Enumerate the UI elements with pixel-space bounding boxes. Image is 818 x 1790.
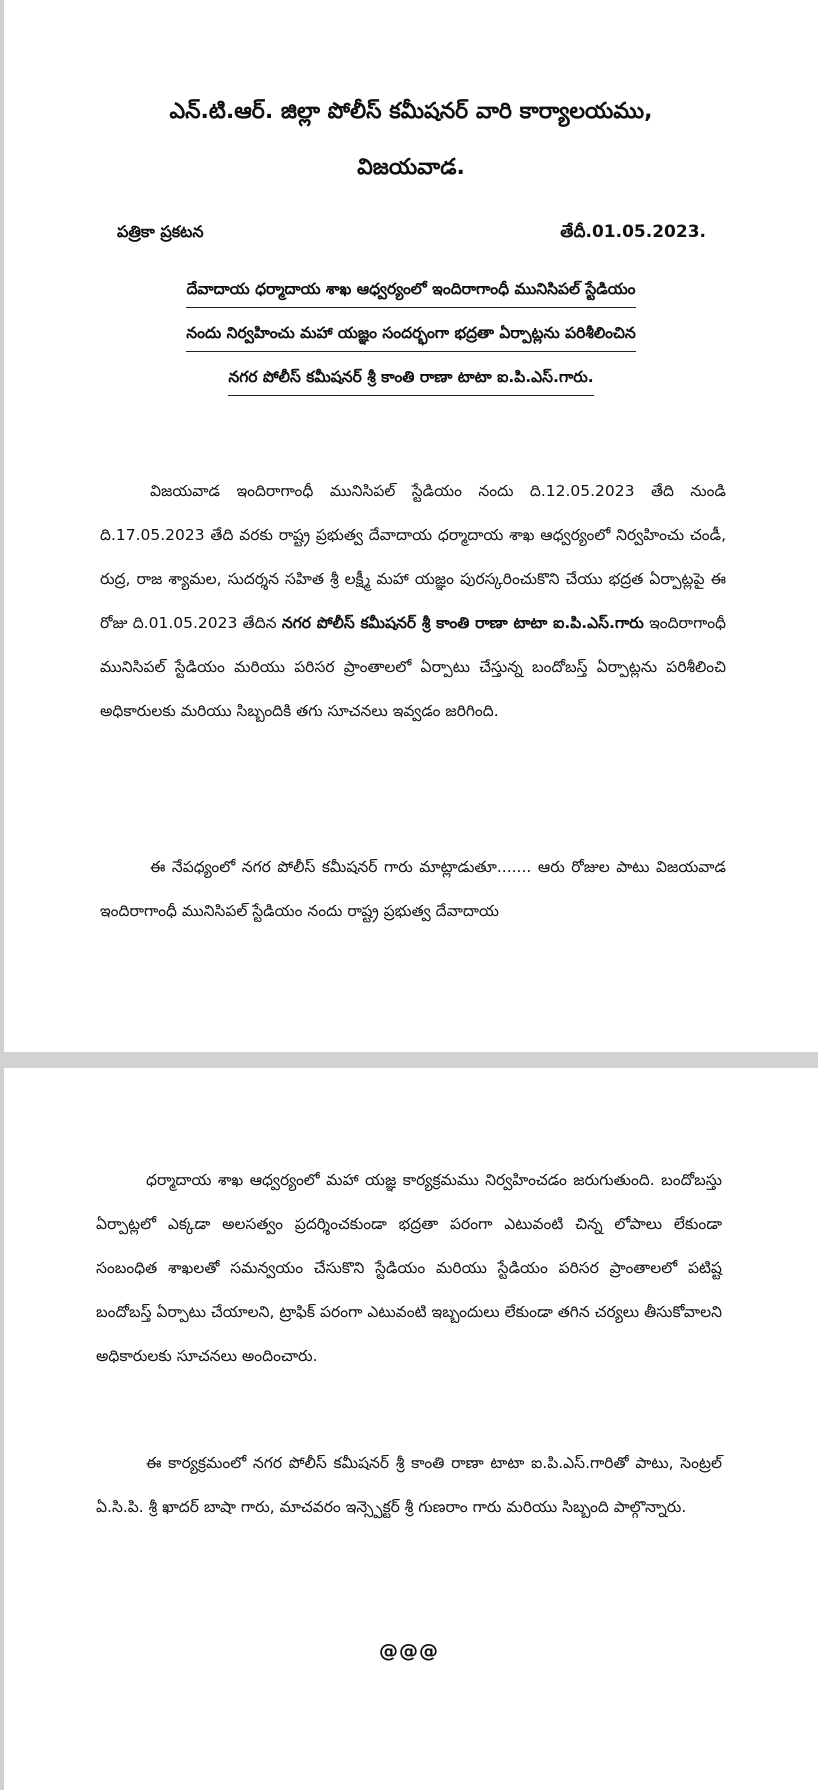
headline-line-3-text: నగర పోలీస్ కమీషనర్ శ్రీ కాంతి రాణా టాటా ఐ.పి.ఎస్.గారు. bbox=[228, 366, 593, 396]
press-release-label: పత్రికా ప్రకటన bbox=[117, 222, 204, 241]
commissioner-name-bold: నగర పోలీస్ కమీషనర్ శ్రీ కాంతి రాణా టాటా ఐ.పి.ఎస్.గారు bbox=[281, 614, 644, 632]
office-city: విజయవాడ. bbox=[357, 155, 465, 180]
headline-line-2 bbox=[4, 322, 818, 352]
headline-line-1 bbox=[4, 278, 818, 308]
body-paragraph-3: ధర్మాదాయ శాఖ ఆధ్వర్యంలో మహా యజ్ఞ కార్యక్రమము నిర్వహించడం జరుగుతుంది. బందోబస్తు ఏర్పాట్లలో ఎక్కడా అలసత్వం ప్రదర్శించకుండా భద్రతా పరంగా ఎటువంటి చిన్న లోపాలు లేకుండా సంబంధిత శాఖలతో సమన్వయం చేసుకొని స్టేడియం మరియు స్టేడియం పరిసర ప్రాంతాలలో పటిష్ట బందోబస్త్ ఏర్పాటు చేయాలని, ట్రాఫిక్ పరంగా ఎటువంటి ఇబ్బందులు లేకుండా తగిన చర్యలు తీసుకోవాలని అధికారులకు సూచనలు అందించారు. bbox=[96, 1171, 722, 1365]
office-title: ఎన్.టి.ఆర్. జిల్లా పోలీస్ కమీషనర్ వారి కార్యాలయము, bbox=[169, 99, 653, 124]
body-paragraph-2: ఈ నేపధ్యంలో నగర పోలీస్ కమీషనర్ గారు మాట్లాడుతూ....... ఆరు రోజుల పాటు విజయవాడ ఇందిరాగాంధీ మునిసిపల్ స్టేడియం నందు రాష్ట్ర ప్రభుత్వ దేవాదాయ bbox=[100, 858, 726, 920]
headline-line-3 bbox=[4, 366, 818, 396]
release-date: తేదీ.01.05.2023. bbox=[560, 222, 706, 242]
document-page-1 bbox=[4, 0, 818, 1052]
page-separator bbox=[0, 1052, 818, 1068]
paragraph-1-text-start: విజయవాడ ఇందిరాగాంధీ మునిసిపల్ స్టేడియం నందు ది.12.05.2023 తేది నుండి ది.17.05.2023 తేది వరకు రాష్ట్ర ప్రభుత్వ దేవాదాయ ధర్మాదాయ శాఖ ఆధ్వర్యంలో నిర్వహించు చండీ, రుద్ర, రాజ శ్యామల, సుదర్శన సహిత శ్రీ లక్ష్మీ మహా యజ్ఞం పురస్కరించుకొని చేయు భద్రత ఏర్పాట్లపై ఈ రోజు ది.01.05.2023 తేదిన bbox=[100, 482, 726, 632]
body-paragraph-1 bbox=[100, 469, 726, 733]
headline-line-1-text: దేవాదాయ ధర్మాదాయ శాఖ ఆధ్వర్యంలో ఇందిరాగాంధీ మునిసిపల్ స్టేడియం bbox=[186, 278, 635, 308]
headline-line-2-text: నందు నిర్వహించు మహా యజ్ఞం సందర్భంగా భద్రతా ఏర్పాట్లను పరిశీలించిన bbox=[186, 322, 636, 352]
paragraph-1-text-end: ఇందిరాగాంధీ మునిసిపల్ స్టేడియం మరియు పరిసర ప్రాంతాలలో ఏర్పాటు చేస్తున్న బందోబస్త్ ఏర్పాట్లను పరిశీలించి అధికారులకు మరియు సిబ్బందికి తగు సూచనలు ఇవ్వడం జరిగింది. bbox=[100, 614, 726, 720]
body-paragraph-4: ఈ కార్యక్రమంలో నగర పోలీస్ కమీషనర్ శ్రీ కాంతి రాణా టాటా ఐ.పి.ఎస్.గారితో పాటు, సెంట్రల్ ఏ.సి.పి. శ్రీ ఖాదర్ బాషా గారు, మాచవరం ఇన్స్పెక్టర్ శ్రీ గుణరాం గారు మరియు సిబ్బంది పాల్గొన్నారు. bbox=[96, 1454, 722, 1516]
end-mark: @@@ bbox=[379, 1640, 439, 1662]
